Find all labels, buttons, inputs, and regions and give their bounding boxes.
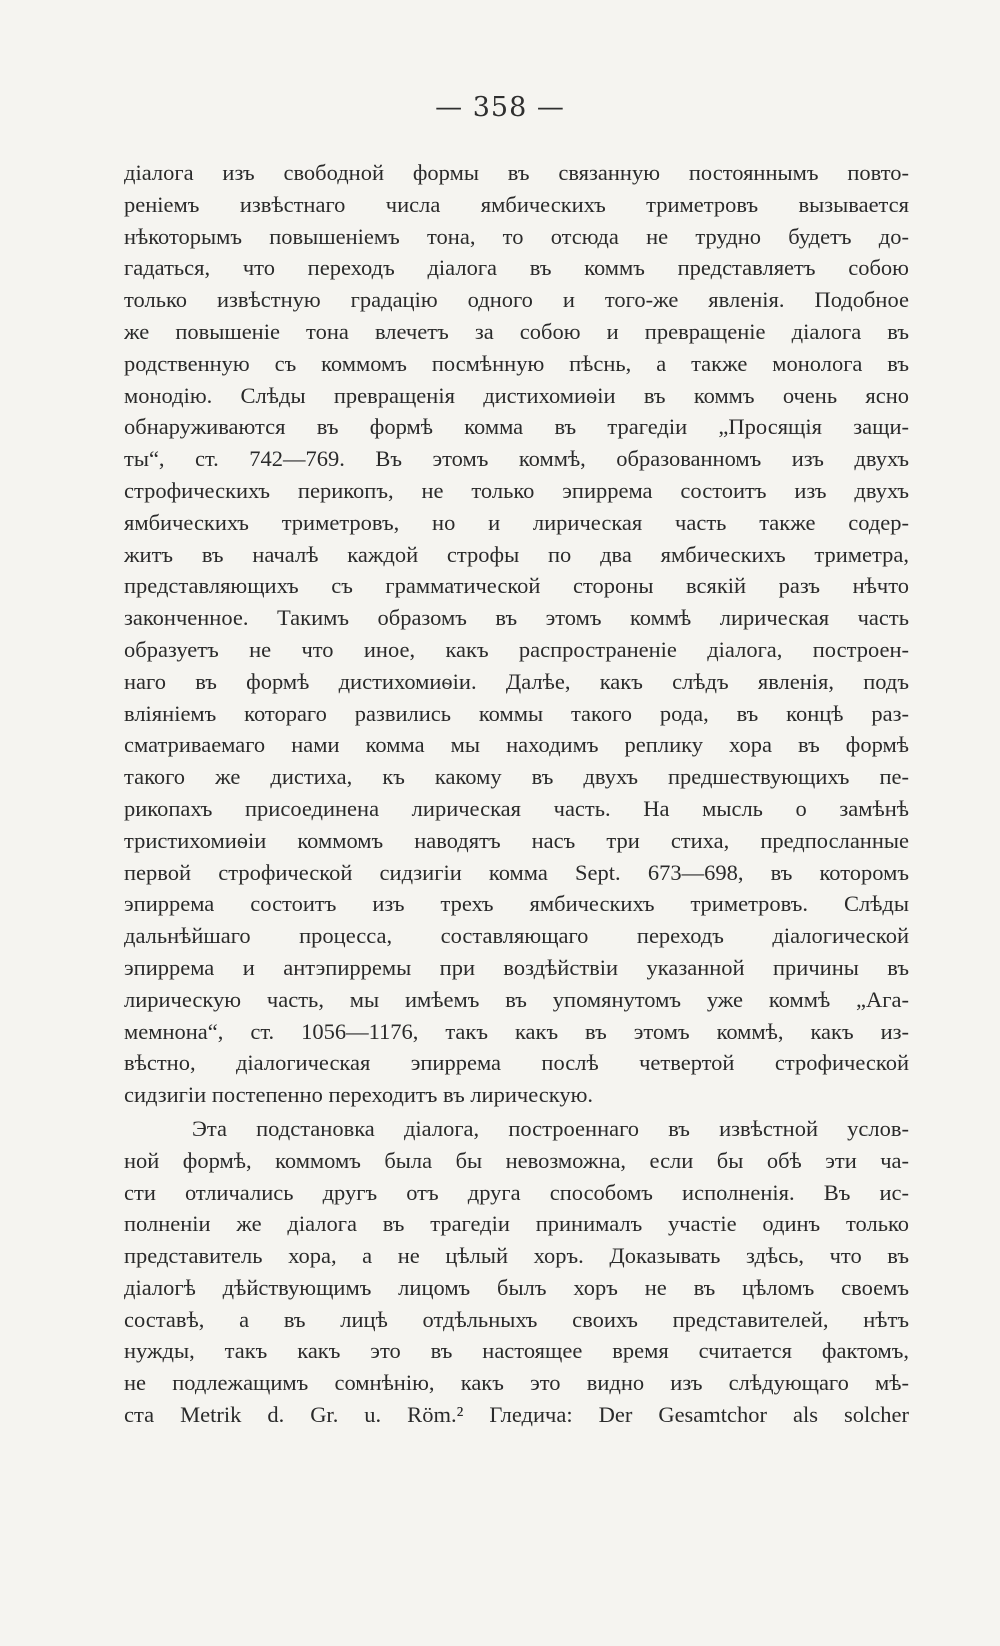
text-line: житъ въ началѣ каждой строфы по два ямбическихъ триметра, bbox=[124, 541, 909, 567]
text-line: ямбическихъ триметровъ, но и лирическая часть также содер- bbox=[124, 509, 909, 535]
text-line: сти отличались другъ отъ друга способомъ исполненія. Въ ис- bbox=[124, 1179, 909, 1205]
text-line: же повышеніе тона влечетъ за собою и превращеніе діалога въ bbox=[124, 318, 909, 344]
text-line: представитель хора, а не цѣлый хоръ. Доказывать здѣсь, что въ bbox=[124, 1243, 909, 1269]
text-line: образуетъ не что иное, какъ распространеніе діалога, построен- bbox=[124, 636, 909, 662]
text-line: такого же дистиха, къ какому въ двухъ предшествующихъ пе- bbox=[124, 764, 909, 790]
text-line: ной формѣ, коммомъ была бы невозможна, если бы обѣ эти ча- bbox=[124, 1147, 909, 1173]
text-line: реніемъ извѣстнаго числа ямбическихъ триметровъ вызывается bbox=[124, 191, 909, 217]
text-line: полненіи же діалога въ трагедіи принималъ участіе одинъ только bbox=[124, 1211, 909, 1237]
text-line: лирическую часть, мы имѣемъ въ упомянутомъ уже коммѣ „Ага- bbox=[124, 986, 909, 1012]
text-line: составѣ, а въ лицѣ отдѣльныхъ своихъ представителей, нѣтъ bbox=[124, 1306, 909, 1332]
text-line: законченное. Такимъ образомъ въ этомъ коммѣ лирическая часть bbox=[124, 605, 909, 631]
text-line: Эта подстановка діалога, построеннаго въ извѣстной услов- bbox=[192, 1115, 909, 1141]
text-line: первой строфической сидзигіи комма Sept. 673—698, въ которомъ bbox=[124, 859, 909, 885]
text-line: эпиррема и антэпирремы при воздѣйствіи указанной причины въ bbox=[124, 954, 909, 980]
paragraph-2 bbox=[124, 1113, 909, 1431]
text-line: родственную съ коммомъ посмѣнную пѣснь, а также монолога въ bbox=[124, 350, 909, 376]
text-line: сматриваемаго нами комма мы находимъ реплику хора въ формѣ bbox=[124, 732, 909, 758]
text-line: мемнона“, ст. 1056—1176, такъ какъ въ этомъ коммѣ, какъ из- bbox=[124, 1018, 909, 1044]
text-line: ты“, ст. 742—769. Въ этомъ коммѣ, образованномъ изъ двухъ bbox=[124, 446, 909, 472]
text-line: діалога изъ свободной формы въ связанную постояннымъ повто- bbox=[124, 160, 909, 185]
text-line: діалогѣ дѣйствующимъ лицомъ былъ хоръ не въ цѣломъ своемъ bbox=[124, 1274, 909, 1300]
text-line: вѣстно, діалогическая эпиррема послѣ четвертой строфической bbox=[124, 1050, 909, 1076]
text-line: нѣкоторымъ повышеніемъ тона, то отсюда не трудно будетъ до- bbox=[124, 223, 909, 249]
text-line: монодію. Слѣды превращенія дистихомиѳіи въ коммъ очень ясно bbox=[124, 382, 909, 408]
text-line: только извѣстную градацію одного и того-же явленія. Подобное bbox=[124, 287, 909, 313]
body-text bbox=[124, 157, 909, 1431]
text-line: рикопахъ присоединена лирическая часть. На мысль о замѣнѣ bbox=[124, 795, 909, 821]
text-line: строфическихъ перикопъ, не только эпиррема состоитъ изъ двухъ bbox=[124, 477, 909, 503]
paragraph-1 bbox=[124, 157, 909, 1111]
text-line: гадаться, что переходъ діалога въ коммъ представляетъ собою bbox=[124, 255, 909, 281]
text-line: тристихомиѳіи коммомъ наводятъ насъ три стиха, предпосланные bbox=[124, 827, 909, 853]
text-line: не подлежащимъ сомнѣнію, какъ это видно изъ слѣдующаго мѣ- bbox=[124, 1370, 909, 1396]
text-line: наго въ формѣ дистихомиѳіи. Далѣе, какъ слѣдъ явленія, подъ bbox=[124, 668, 909, 694]
text-line: эпиррема состоитъ изъ трехъ ямбическихъ триметровъ. Слѣды bbox=[124, 891, 909, 917]
text-line: ста Metrik d. Gr. u. Röm.² Гледича: Der Gesamtchor als solcher bbox=[124, 1402, 909, 1428]
text-line: обнаруживаются въ формѣ комма въ трагедіи „Просящія защи- bbox=[124, 414, 909, 440]
text-line: представляющихъ съ грамматической стороны всякій разъ нѣчто bbox=[124, 573, 909, 599]
text-line: сидзигіи постепенно переходитъ въ лирическую. bbox=[124, 1082, 594, 1108]
page-number: — 358 — bbox=[435, 92, 565, 123]
text-line: нужды, такъ какъ это въ настоящее время считается фактомъ, bbox=[124, 1338, 909, 1364]
text-line: вліяніемъ котораго развились коммы такого рода, въ концѣ раз- bbox=[124, 700, 909, 726]
text-line: дальнѣйшаго процесса, составляющаго переходъ діалогической bbox=[124, 923, 909, 949]
